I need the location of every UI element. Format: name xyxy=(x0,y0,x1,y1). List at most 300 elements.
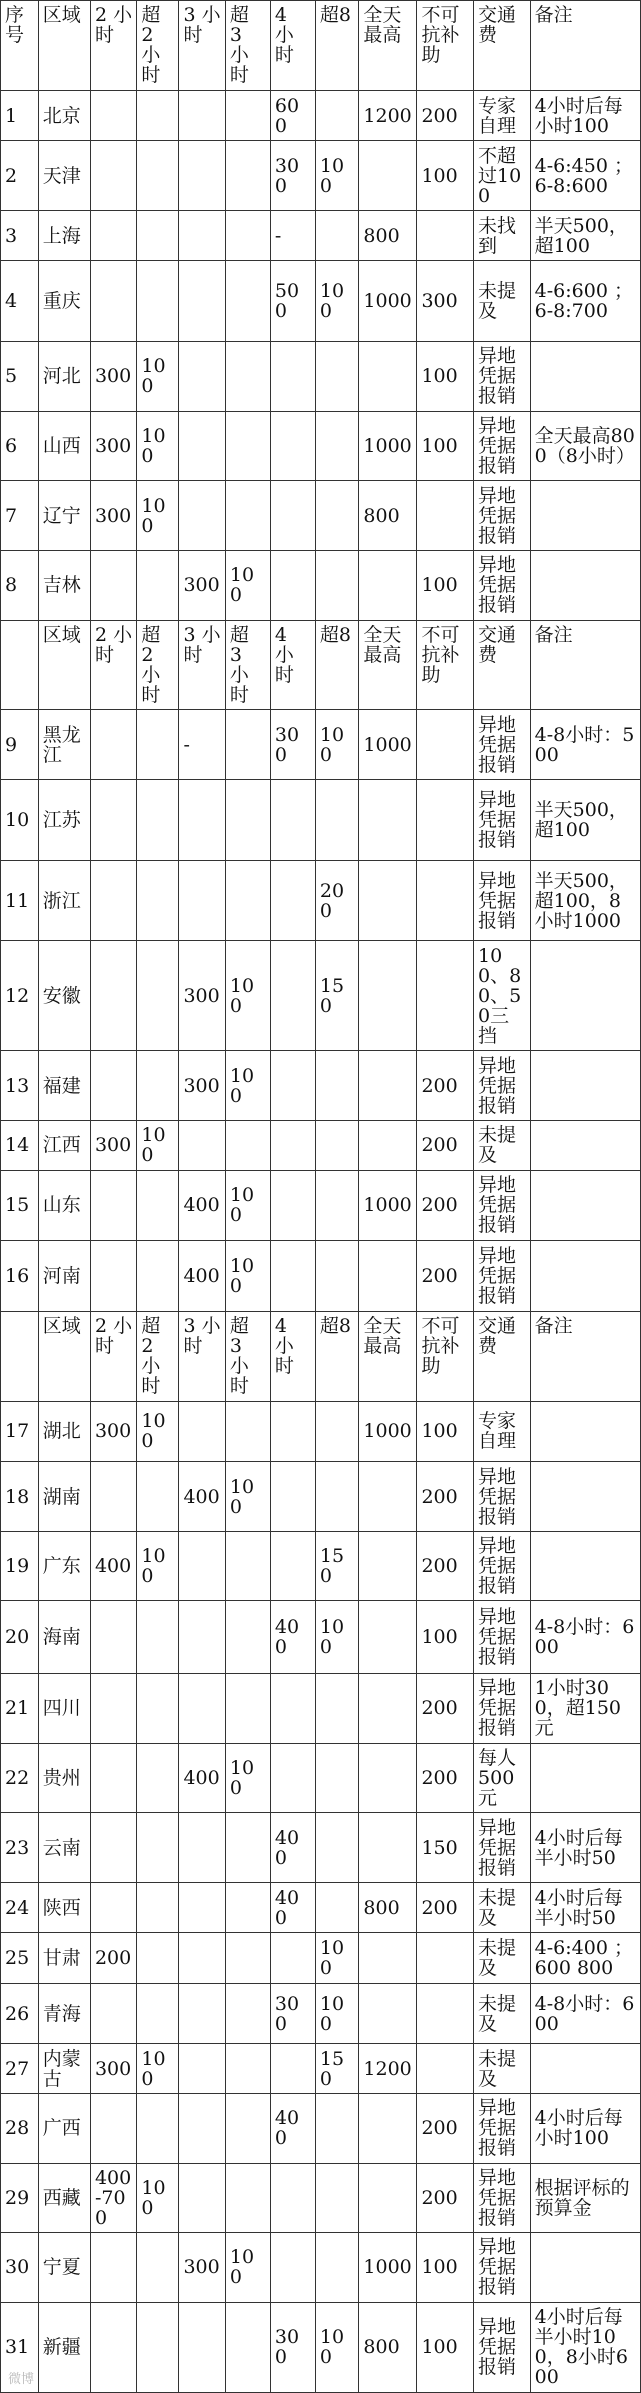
table-cell xyxy=(270,1241,315,1312)
table-cell xyxy=(90,2093,136,2163)
table-cell: 异地凭据报销 xyxy=(474,1601,531,1674)
table-cell: 300 xyxy=(90,1121,136,1170)
table-cell: 四川 xyxy=(38,1674,90,1744)
header-row xyxy=(1,1311,641,1401)
table-cell: 100 xyxy=(225,550,270,620)
table-cell xyxy=(225,1401,270,1462)
table-cell xyxy=(270,1401,315,1462)
table-cell: 1000 xyxy=(359,1401,417,1462)
table-cell: 超 2 小时 xyxy=(137,620,179,710)
table-cell: 区域 xyxy=(38,1,90,91)
table-cell: 300 xyxy=(417,261,474,342)
table-cell xyxy=(179,2093,225,2163)
table-cell xyxy=(530,1743,640,1813)
table-row xyxy=(1,1933,641,1983)
table-cell xyxy=(225,1601,270,1674)
table-cell xyxy=(417,780,474,861)
table-cell: 8 xyxy=(1,550,39,620)
table-cell: 800 xyxy=(359,481,417,551)
table-cell xyxy=(137,1933,179,1983)
table-cell: 31 xyxy=(1,2302,39,2392)
table-cell xyxy=(270,481,315,551)
table-cell xyxy=(225,2163,270,2233)
table-cell: 100 xyxy=(225,1241,270,1312)
table-cell: 4 xyxy=(1,261,39,342)
table-cell: 每人500元 xyxy=(474,1743,531,1813)
table-cell xyxy=(530,1462,640,1532)
table-cell xyxy=(137,261,179,342)
table-cell: 区域 xyxy=(38,620,90,710)
table-cell: 200 xyxy=(417,90,474,140)
table-cell xyxy=(315,342,359,412)
table-cell: 甘肃 xyxy=(38,1933,90,1983)
table-cell: 异地凭据报销 xyxy=(474,2163,531,2233)
table-cell: 交通费 xyxy=(474,1311,531,1401)
table-cell xyxy=(225,141,270,211)
table-cell: 超8 xyxy=(315,1311,359,1401)
table-row xyxy=(1,710,641,780)
table-cell xyxy=(225,1813,270,1883)
table-cell: 根据评标的预算金 xyxy=(530,2163,640,2233)
table-cell xyxy=(179,90,225,140)
table-cell: 150 xyxy=(417,1813,474,1883)
table-row xyxy=(1,1601,641,1674)
table-cell: 4小时后每小时100 xyxy=(530,2093,640,2163)
table-cell: 300 xyxy=(270,710,315,780)
table-cell: 100 xyxy=(137,481,179,551)
table-cell xyxy=(179,2044,225,2093)
table-cell: 4小时后每半小时100，8小时600 xyxy=(530,2302,640,2392)
table-cell xyxy=(315,780,359,861)
table-cell: 100 xyxy=(315,1933,359,1983)
table-cell xyxy=(179,780,225,861)
table-row xyxy=(1,90,641,140)
table-cell: 4-8小时：500 xyxy=(530,710,640,780)
table-cell: 200 xyxy=(417,1674,474,1744)
table-cell: 1000 xyxy=(359,1170,417,1241)
table-cell xyxy=(179,1531,225,1601)
table-cell xyxy=(137,210,179,260)
table-cell: 山东 xyxy=(38,1170,90,1241)
table-cell xyxy=(315,550,359,620)
table-cell xyxy=(359,1813,417,1883)
table-cell: 100 xyxy=(315,141,359,211)
table-cell: 30 xyxy=(1,2233,39,2303)
table-cell xyxy=(359,550,417,620)
table-cell: 3 小时 xyxy=(179,1311,225,1401)
table-cell: 800 xyxy=(359,2302,417,2392)
table-cell: 超 3 小时 xyxy=(225,620,270,710)
table-row xyxy=(1,1674,641,1744)
table-cell: 区域 xyxy=(38,1311,90,1401)
table-cell xyxy=(90,1462,136,1532)
table-row xyxy=(1,261,641,342)
table-cell xyxy=(137,1170,179,1241)
table-cell xyxy=(315,481,359,551)
table-cell: 不可抗补助 xyxy=(417,1311,474,1401)
table-cell: 100 xyxy=(417,2233,474,2303)
table-cell: 7 xyxy=(1,481,39,551)
table-cell: 20 xyxy=(1,1601,39,1674)
table-cell: 吉林 xyxy=(38,550,90,620)
table-cell: 异地凭据报销 xyxy=(474,1531,531,1601)
table-cell: 异地凭据报销 xyxy=(474,1170,531,1241)
table-cell xyxy=(137,1601,179,1674)
table-cell xyxy=(270,2233,315,2303)
table-cell xyxy=(315,1813,359,1883)
table-cell: 200 xyxy=(417,1882,474,1932)
table-cell xyxy=(179,1401,225,1462)
table-cell: - xyxy=(270,210,315,260)
table-cell: 28 xyxy=(1,2093,39,2163)
table-cell xyxy=(359,1462,417,1532)
table-cell xyxy=(137,1882,179,1932)
table-cell: 11 xyxy=(1,860,39,941)
table-cell: 1000 xyxy=(359,261,417,342)
table-cell: 27 xyxy=(1,2044,39,2093)
table-cell xyxy=(530,2044,640,2093)
table-cell: 未提及 xyxy=(474,2044,531,2093)
table-cell xyxy=(90,1051,136,1121)
table-cell xyxy=(90,550,136,620)
table-cell xyxy=(530,1121,640,1170)
table-cell xyxy=(359,1531,417,1601)
table-cell: 100 xyxy=(137,1121,179,1170)
table-row xyxy=(1,141,641,211)
table-cell: 100 xyxy=(417,2302,474,2392)
table-row xyxy=(1,1241,641,1312)
table-row xyxy=(1,860,641,941)
table-cell xyxy=(1,620,39,710)
table-cell: 异地凭据报销 xyxy=(474,1241,531,1312)
table-cell: 300 xyxy=(90,1401,136,1462)
table-cell xyxy=(315,1241,359,1312)
table-cell: 异地凭据报销 xyxy=(474,1462,531,1532)
table-cell xyxy=(137,2302,179,2392)
table-cell: 半天500，超100，8小时1000 xyxy=(530,860,640,941)
table-cell xyxy=(270,941,315,1051)
table-cell: 18 xyxy=(1,1462,39,1532)
table-cell xyxy=(315,2093,359,2163)
table-cell xyxy=(315,2233,359,2303)
table-cell xyxy=(90,780,136,861)
table-cell: 29 xyxy=(1,2163,39,2233)
table-cell: 300 xyxy=(179,941,225,1051)
table-cell: 广西 xyxy=(38,2093,90,2163)
table-cell: 200 xyxy=(90,1933,136,1983)
table-cell xyxy=(225,2044,270,2093)
table-row xyxy=(1,481,641,551)
table-cell: 半天500，超100 xyxy=(530,780,640,861)
table-cell: 400 xyxy=(270,1882,315,1932)
table-cell xyxy=(359,780,417,861)
table-cell: 云南 xyxy=(38,1813,90,1883)
table-cell: 300 xyxy=(90,481,136,551)
table-row xyxy=(1,411,641,481)
table-cell: 1000 xyxy=(359,2233,417,2303)
table-cell xyxy=(225,411,270,481)
table-cell xyxy=(179,1121,225,1170)
table-cell xyxy=(225,90,270,140)
table-cell xyxy=(137,2233,179,2303)
table-cell: 22 xyxy=(1,1743,39,1813)
table-row xyxy=(1,1983,641,2044)
table-cell: 300 xyxy=(270,141,315,211)
table-cell: 备注 xyxy=(530,1311,640,1401)
table-cell: 安徽 xyxy=(38,941,90,1051)
table-cell: 300 xyxy=(270,1983,315,2044)
table-cell: 未提及 xyxy=(474,1882,531,1932)
table-cell xyxy=(315,1882,359,1932)
table-cell: 上海 xyxy=(38,210,90,260)
table-cell: 未找到 xyxy=(474,210,531,260)
table-cell: 河北 xyxy=(38,342,90,412)
table-cell xyxy=(1,1311,39,1401)
table-cell xyxy=(90,1813,136,1883)
table-cell: 1200 xyxy=(359,90,417,140)
table-cell xyxy=(225,261,270,342)
table-cell: 17 xyxy=(1,1401,39,1462)
table-cell xyxy=(90,210,136,260)
table-row xyxy=(1,1462,641,1532)
table-cell: 100 xyxy=(315,2302,359,2392)
table-cell: 100 xyxy=(225,941,270,1051)
table-cell: 100 xyxy=(417,1601,474,1674)
table-cell xyxy=(225,1531,270,1601)
table-cell xyxy=(530,1241,640,1312)
table-cell xyxy=(179,261,225,342)
table-cell: 200 xyxy=(417,2163,474,2233)
table-cell: 超8 xyxy=(315,620,359,710)
table-cell xyxy=(270,411,315,481)
table-cell: 异地凭据报销 xyxy=(474,860,531,941)
table-cell xyxy=(530,2233,640,2303)
table-cell: 内蒙古 xyxy=(38,2044,90,2093)
table-cell: 湖南 xyxy=(38,1462,90,1532)
table-cell xyxy=(270,780,315,861)
table-cell: 半天500，超100 xyxy=(530,210,640,260)
table-cell: 100 xyxy=(417,550,474,620)
table-cell: 200 xyxy=(417,1531,474,1601)
table-cell xyxy=(225,342,270,412)
table-cell: 超 2 小时 xyxy=(137,1,179,91)
table-cell: 4-6:400 ；600 800 xyxy=(530,1933,640,1983)
table-cell: 陕西 xyxy=(38,1882,90,1932)
table-cell xyxy=(417,210,474,260)
table-cell: 新疆 xyxy=(38,2302,90,2392)
table-row xyxy=(1,2302,641,2392)
table-cell xyxy=(270,1170,315,1241)
table-cell xyxy=(225,710,270,780)
table-cell xyxy=(315,90,359,140)
table-row xyxy=(1,2044,641,2093)
table-cell: 200 xyxy=(417,1241,474,1312)
table-cell: 不超过100 xyxy=(474,141,531,211)
table-cell: 6 xyxy=(1,411,39,481)
table-cell xyxy=(530,1051,640,1121)
table-cell xyxy=(90,710,136,780)
table-cell xyxy=(417,1933,474,1983)
table-cell: 全天最高800（8小时） xyxy=(530,411,640,481)
table-cell: 100 xyxy=(225,1170,270,1241)
table-cell xyxy=(179,1882,225,1932)
table-cell xyxy=(530,550,640,620)
table-cell xyxy=(90,2302,136,2392)
table-cell: 不可抗补助 xyxy=(417,620,474,710)
table-cell xyxy=(315,1743,359,1813)
table-cell xyxy=(90,1674,136,1744)
table-cell xyxy=(137,710,179,780)
table-cell xyxy=(359,1983,417,2044)
table-cell xyxy=(137,2093,179,2163)
table-cell: 异地凭据报销 xyxy=(474,550,531,620)
table-cell: 交通费 xyxy=(474,620,531,710)
table-cell: 江苏 xyxy=(38,780,90,861)
table-cell xyxy=(225,1882,270,1932)
table-cell xyxy=(137,1051,179,1121)
table-cell: 全天最高 xyxy=(359,620,417,710)
table-cell: 异地凭据报销 xyxy=(474,481,531,551)
table-cell: 山西 xyxy=(38,411,90,481)
table-row xyxy=(1,2163,641,2233)
table-cell xyxy=(137,1743,179,1813)
table-cell xyxy=(137,941,179,1051)
table-cell xyxy=(225,2093,270,2163)
table-cell: 备注 xyxy=(530,620,640,710)
table-cell: 100 xyxy=(137,1401,179,1462)
table-cell xyxy=(315,2163,359,2233)
table-cell xyxy=(137,550,179,620)
table-cell: 湖北 xyxy=(38,1401,90,1462)
table-cell: 1200 xyxy=(359,2044,417,2093)
table-cell: 150 xyxy=(315,1531,359,1601)
table-cell: 600 xyxy=(270,90,315,140)
table-cell: 400 xyxy=(270,2093,315,2163)
table-cell: 100 xyxy=(225,2233,270,2303)
table-cell: 26 xyxy=(1,1983,39,2044)
table-cell: 未提及 xyxy=(474,1933,531,1983)
table-row xyxy=(1,2233,641,2303)
table-cell xyxy=(359,1743,417,1813)
table-cell: 异地凭据报销 xyxy=(474,1674,531,1744)
table-cell: 100 xyxy=(225,1051,270,1121)
table-cell xyxy=(270,1743,315,1813)
table-cell: 100、80、50三挡 xyxy=(474,941,531,1051)
table-cell: 100 xyxy=(315,710,359,780)
table-cell: 100 xyxy=(137,2044,179,2093)
table-row xyxy=(1,2093,641,2163)
table-cell xyxy=(225,2302,270,2392)
table-cell xyxy=(359,1051,417,1121)
table-cell: 4小时后每半小时50 xyxy=(530,1882,640,1932)
table-cell: 辽宁 xyxy=(38,481,90,551)
table-cell: 200 xyxy=(417,2093,474,2163)
table-cell: 黑龙江 xyxy=(38,710,90,780)
table-cell xyxy=(179,2302,225,2392)
table-cell: 800 xyxy=(359,1882,417,1932)
table-row xyxy=(1,941,641,1051)
table-cell: 14 xyxy=(1,1121,39,1170)
table-cell: 交通费 xyxy=(474,1,531,91)
table-cell xyxy=(530,1170,640,1241)
table-cell xyxy=(270,1051,315,1121)
table-cell: 100 xyxy=(137,411,179,481)
table-cell xyxy=(137,1462,179,1532)
table-cell: 100 xyxy=(417,1401,474,1462)
table-cell: 4-6:600 ；6-8:700 xyxy=(530,261,640,342)
table-cell xyxy=(359,1933,417,1983)
table-cell: 超 2 小时 xyxy=(137,1311,179,1401)
table-cell: 100 xyxy=(417,342,474,412)
table-cell: 异地凭据报销 xyxy=(474,342,531,412)
table-cell: 24 xyxy=(1,1882,39,1932)
table-cell: 100 xyxy=(315,1983,359,2044)
table-cell xyxy=(315,1051,359,1121)
table-cell: 100 xyxy=(225,1462,270,1532)
table-cell: 3 小时 xyxy=(179,1,225,91)
table-cell: 3 xyxy=(1,210,39,260)
table-cell: 150 xyxy=(315,941,359,1051)
table-row xyxy=(1,1743,641,1813)
table-cell xyxy=(315,210,359,260)
table-cell: 4小时后每半小时50 xyxy=(530,1813,640,1883)
table-cell: 300 xyxy=(90,2044,136,2093)
table-cell xyxy=(417,1983,474,2044)
table-cell xyxy=(530,941,640,1051)
table-cell xyxy=(137,780,179,861)
table-cell xyxy=(359,941,417,1051)
table-cell: 25 xyxy=(1,1933,39,1983)
table-cell: 400 xyxy=(179,1743,225,1813)
table-cell: 超 3 小时 xyxy=(225,1,270,91)
table-cell xyxy=(315,1121,359,1170)
table-cell xyxy=(270,2163,315,2233)
table-cell xyxy=(179,481,225,551)
table-cell xyxy=(270,1674,315,1744)
table-cell: 300 xyxy=(270,2302,315,2392)
table-cell xyxy=(179,342,225,412)
table-row xyxy=(1,1813,641,1883)
table-cell: 300 xyxy=(179,550,225,620)
table-cell: 300 xyxy=(179,2233,225,2303)
table-cell xyxy=(90,1882,136,1932)
table-cell: 2 小时 xyxy=(90,1311,136,1401)
table-cell: 150 xyxy=(315,2044,359,2093)
table-cell xyxy=(417,860,474,941)
table-cell xyxy=(270,550,315,620)
table-cell: 4 小时 xyxy=(270,1,315,91)
table-cell xyxy=(270,2044,315,2093)
header-row xyxy=(1,620,641,710)
table-cell: 重庆 xyxy=(38,261,90,342)
table-cell: 100 xyxy=(417,141,474,211)
table-cell xyxy=(179,411,225,481)
table-cell: 15 xyxy=(1,1170,39,1241)
table-cell xyxy=(90,1743,136,1813)
table-cell: 400 xyxy=(179,1462,225,1532)
table-cell xyxy=(225,481,270,551)
table-cell: 12 xyxy=(1,941,39,1051)
table-cell: 异地凭据报销 xyxy=(474,1051,531,1121)
table-cell xyxy=(270,342,315,412)
table-cell: 异地凭据报销 xyxy=(474,780,531,861)
table-cell: 200 xyxy=(417,1743,474,1813)
table-cell: - xyxy=(179,710,225,780)
table-row xyxy=(1,1531,641,1601)
table-cell xyxy=(225,210,270,260)
table-cell xyxy=(359,1674,417,1744)
table-cell: 100 xyxy=(315,1601,359,1674)
